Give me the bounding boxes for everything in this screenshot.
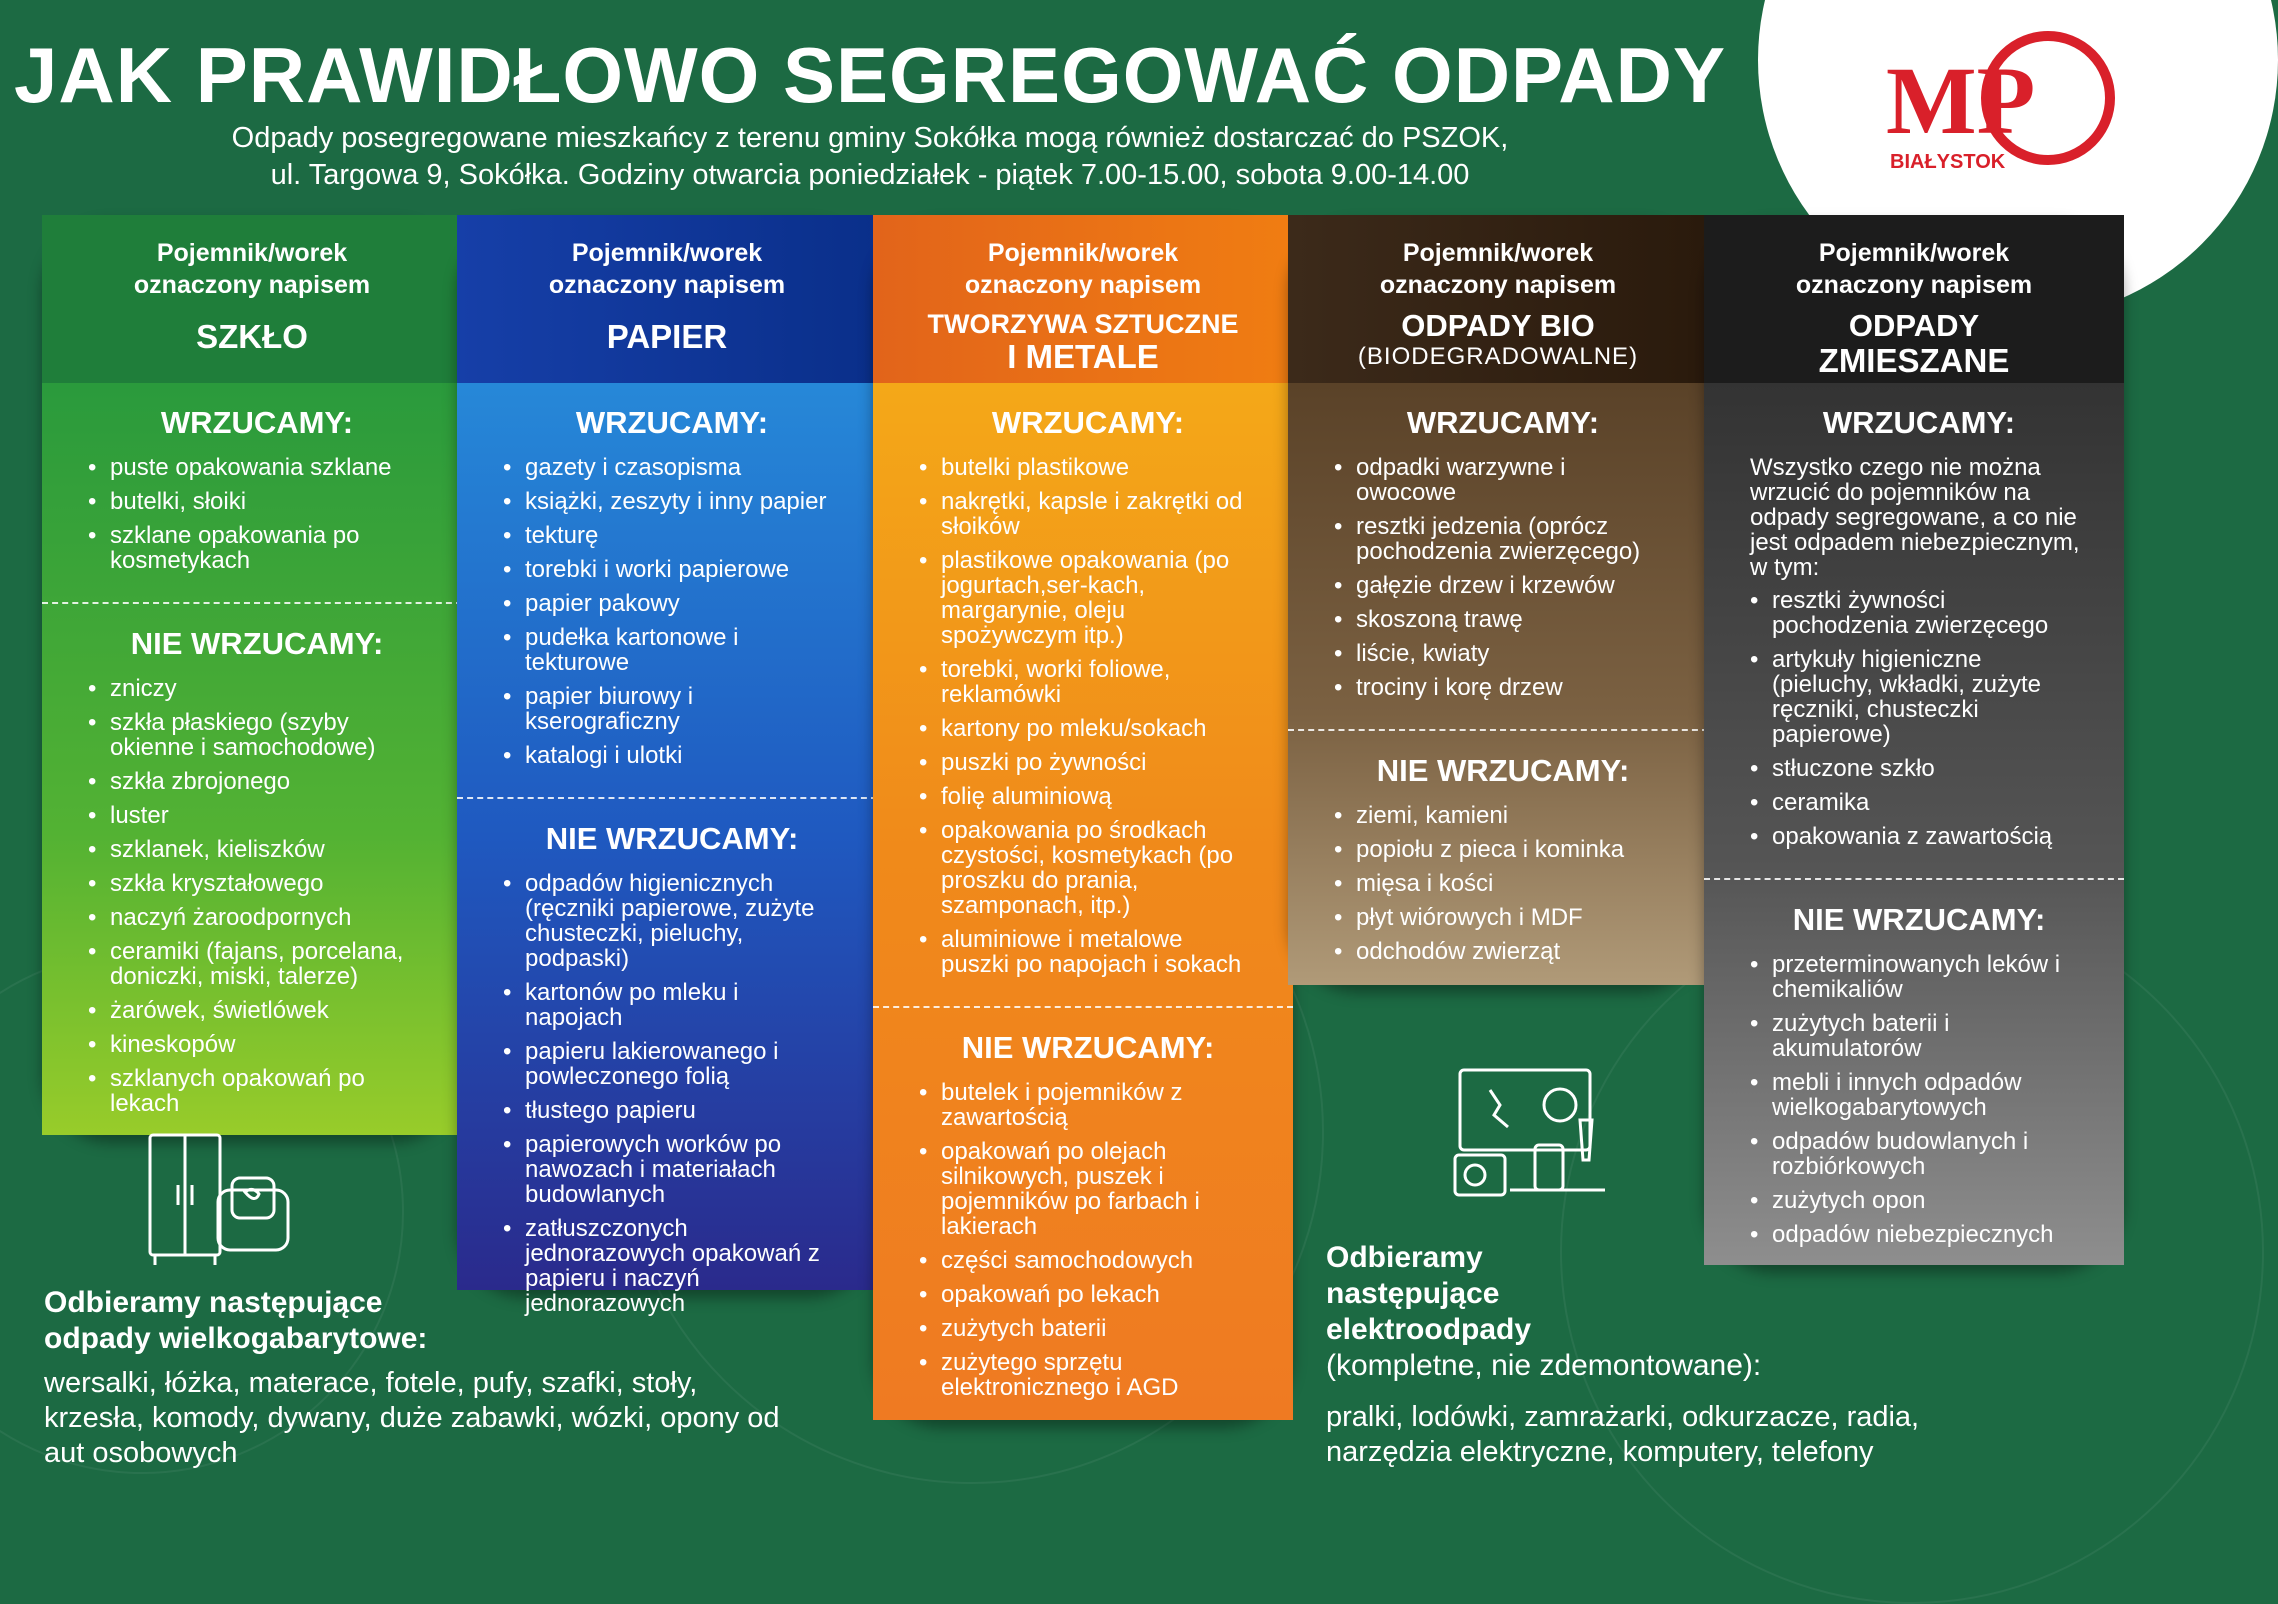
list-item: • butelek i pojemników z zawartością bbox=[919, 1080, 1257, 1130]
electro-waste-list: pralki, lodówki, zamrażarki, odkurzacze, radia, narzędzia elektryczne, komputery, telefony bbox=[1326, 1401, 1920, 1468]
yes-title: WRZUCAMY: bbox=[1406, 405, 1600, 440]
list-item: • książki, zeszyty i inny papier bbox=[503, 489, 841, 514]
list-item: • trociny i korę drzew bbox=[1334, 675, 1672, 700]
plastic-yes-section bbox=[873, 383, 1293, 1006]
container-label: oznaczony napisem bbox=[133, 271, 371, 299]
container-label: Pojemnik/worek bbox=[987, 239, 1179, 267]
list-item: • szklanych opakowań po lekach bbox=[88, 1066, 426, 1116]
list-item: • szklane opakowania po kosmetykach bbox=[88, 523, 426, 573]
paper-column bbox=[457, 215, 877, 1317]
list-item: • tekturę bbox=[503, 523, 841, 548]
bulky-waste-title bbox=[44, 1285, 427, 1357]
list-item: • zużytych baterii i akumulatorów bbox=[1750, 1011, 2088, 1061]
no-title: NIE WRZUCAMY: bbox=[1376, 753, 1630, 788]
container-label: Pojemnik/worek bbox=[571, 239, 763, 267]
no-title: NIE WRZUCAMY: bbox=[545, 821, 799, 856]
electronics-icon bbox=[1440, 1060, 1620, 1210]
list-item: • gazety i czasopisma bbox=[503, 455, 841, 480]
page-subtitle bbox=[0, 120, 1740, 194]
container-label: oznaczony napisem bbox=[1379, 271, 1617, 299]
container-label: oznaczony napisem bbox=[964, 271, 1202, 299]
list-item: • katalogi i ulotki bbox=[503, 743, 841, 768]
list-item: • ceramika bbox=[1750, 790, 2088, 815]
paper-body bbox=[457, 383, 877, 1317]
mixed-header bbox=[1704, 215, 2124, 383]
bin-name: TWORZYWA SZTUCZNE bbox=[927, 309, 1239, 339]
container-label: Pojemnik/worek bbox=[156, 239, 348, 267]
yes-title: WRZUCAMY: bbox=[160, 405, 354, 440]
list-item: • odpadki warzywne i owocowe bbox=[1334, 455, 1672, 505]
list-item: • zużytych opon bbox=[1750, 1188, 2088, 1213]
list-item: • kartony po mleku/sokach bbox=[919, 716, 1257, 741]
yes-list bbox=[88, 455, 426, 573]
yes-list bbox=[1334, 455, 1672, 700]
container-label: oznaczony napisem bbox=[548, 271, 786, 299]
yes-title: WRZUCAMY: bbox=[575, 405, 769, 440]
glass-body bbox=[42, 383, 462, 1135]
list-item: • pudełka kartonowe i tekturowe bbox=[503, 625, 841, 675]
bin-subname: (BIODEGRADOWALNE) bbox=[1357, 343, 1639, 370]
no-title: NIE WRZUCAMY: bbox=[961, 1030, 1215, 1065]
electro-title-line: Odbieramy bbox=[1326, 1241, 1483, 1274]
no-list bbox=[503, 871, 841, 1316]
paper-yes-section bbox=[457, 383, 877, 797]
list-item: • odchodów zwierząt bbox=[1334, 939, 1672, 964]
list-item: • opakowań po lekach bbox=[919, 1282, 1257, 1307]
list-item: • torebki, worki foliowe, reklamówki bbox=[919, 657, 1257, 707]
list-item: • butelki plastikowe bbox=[919, 455, 1257, 480]
list-item: • odpadów higienicznych (ręczniki papierowe, zużyte chusteczki, pieluchy, podpaski) bbox=[503, 871, 841, 971]
list-item: • stłuczone szkło bbox=[1750, 756, 2088, 781]
list-item: • luster bbox=[88, 803, 426, 828]
bin-name: ZMIESZANE bbox=[1818, 342, 2010, 379]
furniture-icon bbox=[140, 1120, 300, 1270]
list-item: • opakowania z zawartością bbox=[1750, 824, 2088, 849]
container-label: Pojemnik/worek bbox=[1402, 239, 1594, 267]
list-item: • papier biurowy i kserograficzny bbox=[503, 684, 841, 734]
list-item: • zużytych baterii bbox=[919, 1316, 1257, 1341]
list-item: • popiołu z pieca i kominka bbox=[1334, 837, 1672, 862]
yes-list bbox=[1750, 588, 2088, 849]
glass-yes-section bbox=[42, 383, 462, 602]
container-label: Pojemnik/worek bbox=[1818, 239, 2010, 267]
page-title: JAK PRAWIDŁOWO SEGREGOWAĆ ODPADY bbox=[14, 31, 1726, 119]
plastic-no-section bbox=[873, 1008, 1293, 1429]
list-item: • papieru lakierowanego i powleczonego folią bbox=[503, 1039, 841, 1089]
bin-name: ODPADY BIO bbox=[1401, 308, 1595, 343]
glass-column bbox=[42, 215, 462, 1135]
no-title: NIE WRZUCAMY: bbox=[1792, 902, 2046, 937]
no-list bbox=[1750, 952, 2088, 1247]
list-item: • papierowych worków po nawozach i materiałach budowlanych bbox=[503, 1132, 841, 1207]
electro-title-line: elektroodpady bbox=[1326, 1313, 1532, 1346]
yes-list bbox=[919, 455, 1257, 977]
plastic-metal-column bbox=[873, 215, 1293, 1420]
list-item: • puszki po żywności bbox=[919, 750, 1257, 775]
list-item: • folię aluminiową bbox=[919, 784, 1257, 809]
svg-text:MP: MP bbox=[1886, 47, 2036, 154]
bulky-title-line: odpady wielkogabarytowe: bbox=[44, 1322, 428, 1355]
list-item: • skoszoną trawę bbox=[1334, 607, 1672, 632]
list-item: • gałęzie drzew i krzewów bbox=[1334, 573, 1672, 598]
list-item: • tłustego papieru bbox=[503, 1098, 841, 1123]
glass-header bbox=[42, 215, 462, 383]
list-item: • kartonów po mleku i napojach bbox=[503, 980, 841, 1030]
list-item: • kineskopów bbox=[88, 1032, 426, 1057]
no-list bbox=[919, 1080, 1257, 1400]
list-item: • resztki jedzenia (oprócz pochodzenia zwierzęcego) bbox=[1334, 514, 1672, 564]
yes-title: WRZUCAMY: bbox=[991, 405, 1185, 440]
list-item: • ziemi, kamieni bbox=[1334, 803, 1672, 828]
bio-no-section bbox=[1288, 731, 1708, 993]
mp-logo bbox=[1878, 28, 2128, 178]
yes-list bbox=[503, 455, 841, 768]
list-item: • mebli i innych odpadów wielkogabarytowych bbox=[1750, 1070, 2088, 1120]
glass-no-section bbox=[42, 604, 462, 1145]
list-item: • zniczy bbox=[88, 676, 426, 701]
paper-no-section bbox=[457, 799, 877, 1345]
bio-header bbox=[1288, 215, 1708, 383]
bin-name: I METALE bbox=[1007, 338, 1159, 375]
list-item: • przeterminowanych leków i chemikaliów bbox=[1750, 952, 2088, 1002]
subtitle-line: Odpady posegregowane mieszkańcy z terenu gminy Sokółka mogą również dostarczać do PSZOK, bbox=[231, 122, 1509, 154]
list-item: • zużytego sprzętu elektronicznego i AGD bbox=[919, 1350, 1257, 1400]
list-item: • szklanek, kieliszków bbox=[88, 837, 426, 862]
list-item: • ceramiki (fajans, porcelana, doniczki, miski, talerze) bbox=[88, 939, 426, 989]
list-item: • butelki, słoiki bbox=[88, 489, 426, 514]
list-item: • nakrętki, kapsle i zakrętki od słoików bbox=[919, 489, 1257, 539]
container-label: oznaczony napisem bbox=[1795, 271, 2033, 299]
electro-title-line: następujące bbox=[1326, 1277, 1500, 1310]
plastic-header bbox=[873, 215, 1293, 383]
no-list bbox=[1334, 803, 1672, 964]
subtitle-line: ul. Targowa 9, Sokółka. Godziny otwarcia poniedziałek - piątek 7.00-15.00, sobota 9.00-14.00 bbox=[270, 159, 1470, 191]
mixed-no-section bbox=[1704, 880, 2124, 1276]
list-item: • papier pakowy bbox=[503, 591, 841, 616]
bio-body bbox=[1288, 383, 1708, 985]
mixed-yes-section bbox=[1704, 383, 2124, 878]
bulky-title-line: Odbieramy następujące bbox=[44, 1286, 383, 1319]
list-item: • aluminiowe i metalowe puszki po napojach i sokach bbox=[919, 927, 1257, 977]
no-title: NIE WRZUCAMY: bbox=[130, 626, 384, 661]
list-item: • szkła kryształowego bbox=[88, 871, 426, 896]
bin-name: ODPADY bbox=[1848, 308, 1980, 343]
list-item: • płyt wiórowych i MDF bbox=[1334, 905, 1672, 930]
no-list bbox=[88, 676, 426, 1116]
electro-waste-title bbox=[1326, 1240, 1761, 1384]
list-item: • szkła zbrojonego bbox=[88, 769, 426, 794]
bin-name: SZKŁO bbox=[196, 318, 308, 355]
list-item: • torebki i worki papierowe bbox=[503, 557, 841, 582]
list-item: • opakowań po olejach silnikowych, puszek i pojemników po farbach i lakierach bbox=[919, 1139, 1257, 1239]
list-item: • puste opakowania szklane bbox=[88, 455, 426, 480]
list-item: • szkła płaskiego (szyby okienne i samochodowe) bbox=[88, 710, 426, 760]
bio-column bbox=[1288, 215, 1708, 985]
mixed-body bbox=[1704, 383, 2124, 1265]
bio-yes-section bbox=[1288, 383, 1708, 729]
list-item: • żarówek, świetlówek bbox=[88, 998, 426, 1023]
list-item: • części samochodowych bbox=[919, 1248, 1257, 1273]
bulky-waste-list: wersalki, łóżka, materace, fotele, pufy, szafki, stoły, krzesła, komody, dywany, duże zabawki, wózki, opony od aut osobowych bbox=[44, 1367, 780, 1469]
mixed-column bbox=[1704, 215, 2124, 1265]
mixed-intro: Wszystko czego nie można wrzucić do pojemników na odpady segregowane, a co nie jest odpadem niebezpiecznym, w tym: bbox=[1750, 454, 2080, 581]
list-item: • zatłuszczonych jednorazowych opakowań z papieru i naczyń jednorazowych bbox=[503, 1216, 841, 1316]
list-item: • resztki żywności pochodzenia zwierzęcego bbox=[1750, 588, 2088, 638]
list-item: • artykuły higieniczne (pieluchy, wkładki, zużyte ręczniki, chusteczki papierowe) bbox=[1750, 647, 2088, 747]
logo-city: BIAŁYSTOK bbox=[1890, 151, 2006, 173]
list-item: • odpadów niebezpiecznych bbox=[1750, 1222, 2088, 1247]
paper-header bbox=[457, 215, 877, 383]
list-item: • mięsa i kości bbox=[1334, 871, 1672, 896]
yes-title: WRZUCAMY: bbox=[1822, 405, 2016, 440]
list-item: • odpadów budowlanych i rozbiórkowych bbox=[1750, 1129, 2088, 1179]
bin-name: PAPIER bbox=[606, 318, 728, 355]
list-item: • naczyń żaroodpornych bbox=[88, 905, 426, 930]
list-item: • plastikowe opakowania (po jogurtach,ser-kach, margarynie, oleju spożywczym itp.) bbox=[919, 548, 1257, 648]
list-item: • opakowania po środkach czystości, kosmetykach (po proszku do prania, szamponach, itp.) bbox=[919, 818, 1257, 918]
electro-title-note: (kompletne, nie zdemontowane): bbox=[1326, 1349, 1762, 1382]
list-item: • liście, kwiaty bbox=[1334, 641, 1672, 666]
plastic-body bbox=[873, 383, 1293, 1420]
